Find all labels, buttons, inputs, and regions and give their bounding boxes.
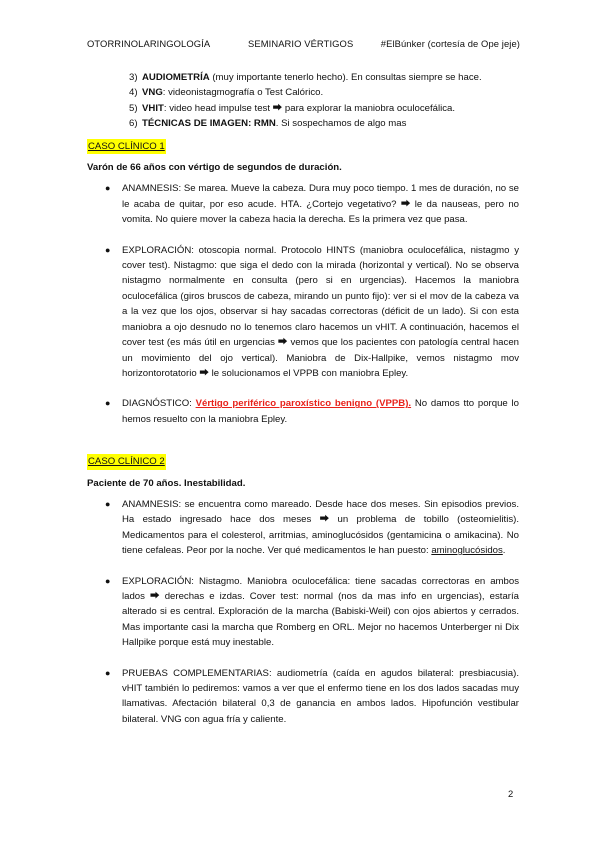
list-number: 4) <box>129 87 138 99</box>
bullet-icon: ● <box>105 667 111 678</box>
test-description: (muy importante tenerlo hecho). En consultas siempre se hace. <box>209 72 482 83</box>
case1-subtitle: Varón de 66 años con vértigo de segundos de duración. <box>87 162 342 174</box>
case1-anamnesis-text: ANAMNESIS: Se marea. Mueve la cabeza. Dura muy poco tiempo. 1 mes de duración, no se le acaba de quitar, por eso acude. HTA. ¿Cortejo vegetativo? ⮕ le da nauseas, pero no vomita. No quiere mover la cabeza hacia la derecha. Es la primera vez que pasa. <box>122 183 519 226</box>
page-number: 2 <box>508 788 514 799</box>
case2-heading <box>87 454 519 469</box>
test-name: VNG <box>142 87 163 99</box>
case2-pruebas-text: PRUEBAS COMPLEMENTARIAS: audiometría (caída en agudos bilateral: presbiacusia). vHIT también lo pediremos: vamos a ver que el enfermo tiene en los dos lados sacadas muy llamativas. Afectación bilateral 0,3 de ganancia en ambos lados. Hipofunción vestibular bilateral. VNG con agua fría y caliente. <box>122 667 519 725</box>
header-topic: SEMINARIO VÉRTIGOS <box>248 38 354 49</box>
list-number: 3) <box>129 72 138 83</box>
test-description: : videonistagmografía o Test Calórico. <box>162 87 324 99</box>
case2-anamnesis-drug: aminoglucósidos <box>431 545 503 557</box>
test-name: TÉCNICAS DE IMAGEN: RMN <box>142 118 276 130</box>
bullet-icon: ● <box>105 244 111 255</box>
header-credit: #ElBúnker (cortesía de Ope jeje) <box>380 38 520 49</box>
case2-exploracion-text: EXPLORACIÓN: Nistagmo. Maniobra oculocefálica: tiene sacadas correctoras en ambos lados ⮕ derechas e izdas. Cover test: normal (nos da mas info en urgencias), estaría alterado si es central. Exploración de la marcha (Babiski-Weil) con ojos abiertos y cerrados. Mas importante casi la marcha que Romberg en ORL. Mejor no hacemos Unterberger ni Dix Hallpike porque está muy inestable. <box>122 575 519 649</box>
case2-subtitle: Paciente de 70 años. Inestabilidad. <box>87 477 246 489</box>
bullet-icon: ● <box>105 498 111 509</box>
test-description: . Si sospechamos de algo mas <box>275 118 407 130</box>
test-description: : video head impulse test ⮕ para explorar la maniobra oculocefálica. <box>163 102 456 114</box>
page-content <box>87 70 519 727</box>
tests-list <box>87 70 519 132</box>
list-number: 6) <box>129 118 138 130</box>
case1-diagnostico-label: DIAGNÓSTICO: <box>122 398 196 410</box>
list-item <box>87 116 519 131</box>
test-name: AUDIOMETRÍA <box>142 72 210 83</box>
case1-diagnostico-note: No damos tto porque lo hemos resuelto con la maniobra Epley. <box>122 398 519 425</box>
case2-title: CASO CLÍNICO 2 <box>87 454 166 469</box>
case2-pruebas <box>87 666 519 728</box>
list-number: 5) <box>129 102 138 114</box>
header-subject: OTORRINOLARINGOLOGÍA <box>87 38 211 49</box>
case1-anamnesis <box>87 181 519 227</box>
case2-anamnesis-text: ANAMNESIS: se encuentra como mareado. Desde hace dos meses. Sin episodios previos. Ha estado ingresado hace dos meses ⮕ un problema de tobillo (osteomielitis). Medicamentos para el colesterol, arritmias, aminoglucósidos (gentamicina o amikacina). No tiene cefaleas. Peor por la noche. Ver qué medicamentos le han puesto: <box>122 498 519 557</box>
bullet-icon: ● <box>105 398 111 409</box>
case2-bullets <box>87 497 519 727</box>
case1-bullets <box>87 181 519 427</box>
bullet-icon: ● <box>105 183 111 194</box>
case2-exploracion <box>87 574 519 651</box>
case1-diagnosis-highlight: Vértigo periférico paroxístico benigno (VPPB). <box>195 398 412 410</box>
list-item <box>87 70 519 85</box>
page-header <box>87 38 520 52</box>
case2-anamnesis-end: . <box>502 545 506 557</box>
bullet-icon: ● <box>105 575 111 586</box>
case1-title: CASO CLÍNICO 1 <box>87 139 166 154</box>
case1-diagnostico <box>87 396 519 427</box>
case2-anamnesis <box>87 497 519 559</box>
case1-heading <box>87 139 519 154</box>
case1-exploracion-text: EXPLORACIÓN: otoscopia normal. Protocolo HINTS (maniobra oculocefálica, nistagmo y cover test). Nistagmo: que siga el dedo con la mirada (horizontal y vertical). No se observa nistagmo normalmente en consulta (pero si en urgencias). Hacemos la maniobra oculocefálica (giros bruscos de cabeza, mirando un punto fijo): ver si el mov de la cabeza va a la vez que los ojos, observar si hay sacadas correctoras (déficit de un lado). Si con esta maniobra a ojo desnudo no lo tenemos claro hacemos un vHIT. A continuación, hacemos el cover test (es más útil en urgencias ⮕ vemos que los pacientes con patología central hacen un movimiento del ojo vertical). Maniobra de Dix-Hallpike, vemos nistagmo mov horizontorotatorio ⮕ le solucionamos el VPPB con maniobra Epley. <box>122 244 519 379</box>
list-item <box>87 101 519 116</box>
list-item <box>87 85 519 100</box>
test-name: VHIT <box>142 102 164 114</box>
case1-exploracion <box>87 243 519 382</box>
